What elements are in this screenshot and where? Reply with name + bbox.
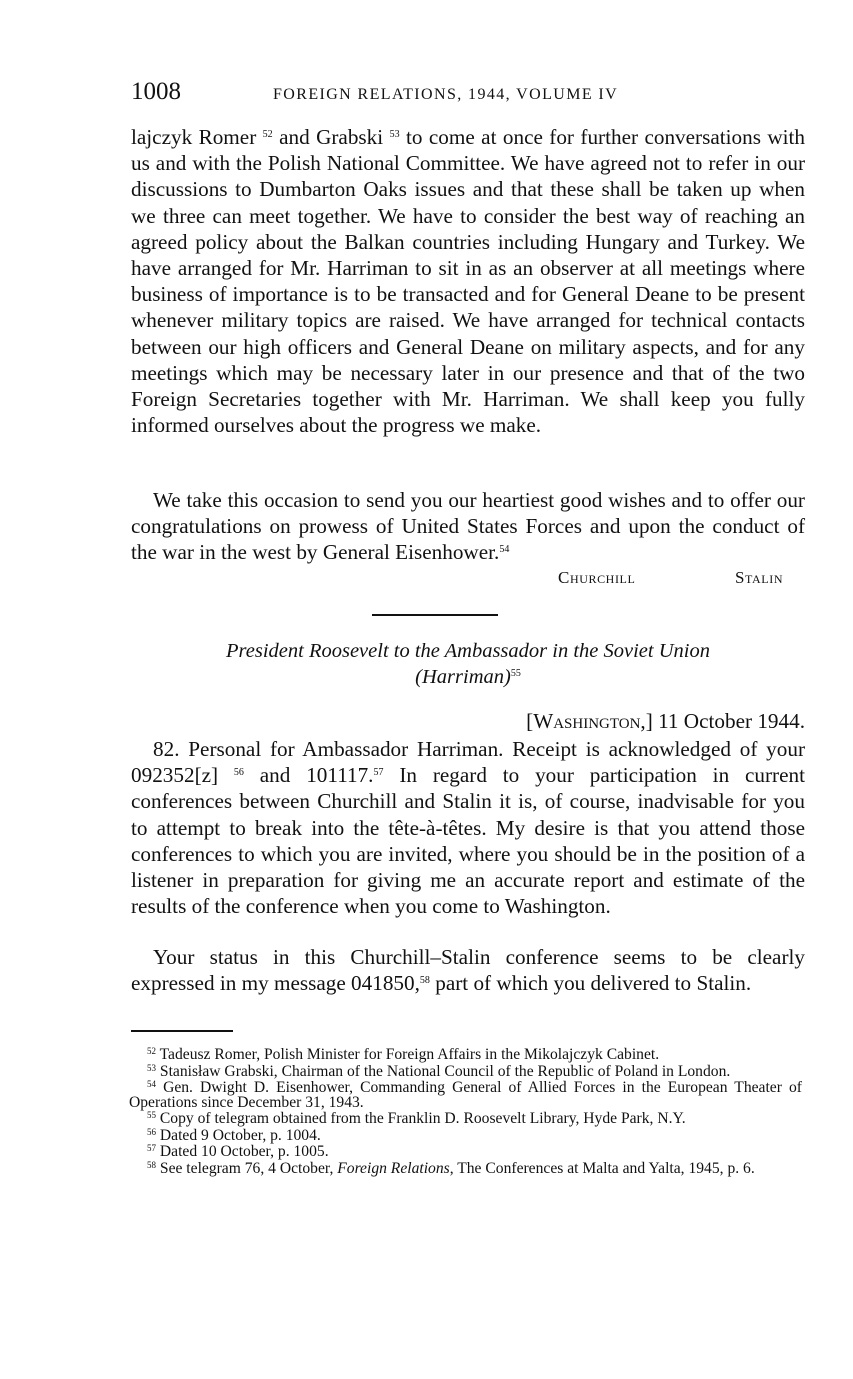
signature-block: [131, 566, 805, 592]
footnote-ref[interactable]: 56: [233, 767, 244, 779]
footnote: [129, 1062, 802, 1080]
footnote-ref[interactable]: 55: [510, 668, 521, 679]
footnote: [129, 1081, 802, 1110]
heading-line: President Roosevelt to the Ambassador in the Soviet Union: [226, 640, 710, 662]
footnotes: [129, 1048, 802, 1178]
paragraph-text: In regard to your participation in current conferences between Churchill and Stalin it is, of course, inadvisable for you to attempt to break into the tête-à-têtes. My desire is that you attend those conferences to which you are invited, where you should be in the position of a listener in preparation for giving me an accurate report and estimate of the results of the conference when you come to Washington.: [131, 763, 805, 919]
document-heading: [131, 638, 805, 690]
signature-churchill: Churchill: [558, 568, 636, 587]
section-divider: [372, 614, 498, 616]
footnote-ref[interactable]: 52: [262, 129, 273, 140]
footnote-number: 57: [147, 1143, 156, 1153]
footnote-text: Tadeusz Romer, Polish Minister for Foreign Affairs in the Mikolajczyk Cabinet.: [156, 1046, 660, 1063]
dateline: [131, 708, 805, 734]
paragraph-text: 82. Personal for Ambassador Harriman. Receipt is acknowledged of your 092352[z]: [131, 737, 805, 788]
footnote-text: Stanisław Grabski, Chairman of the National Council of the Republic of Poland in London.: [156, 1062, 731, 1080]
paragraph-text: lajczyk Romer: [131, 125, 257, 149]
footnote-text-tail: , The Conferences at Malta and Yalta, 1945, p. 6.: [449, 1159, 755, 1177]
footnote: [129, 1112, 802, 1127]
footnote-number: 54: [147, 1079, 156, 1089]
paragraph-text: Your status in this Churchill–Stalin conference seems to be clearly expressed in my message 041850,: [131, 945, 805, 996]
footnote-text: Dated 9 October, p. 1004.: [156, 1126, 321, 1144]
paragraph-closing: [131, 487, 805, 566]
footnote-number: 58: [147, 1159, 156, 1170]
footnote: [129, 1145, 802, 1160]
footnote-ref[interactable]: 53: [389, 129, 400, 140]
page-header: [131, 78, 803, 112]
footnote-ref[interactable]: 54: [499, 544, 510, 556]
dateline-place: [Washington,]: [526, 709, 653, 733]
footnote-text: Dated 10 October, p. 1005.: [156, 1143, 329, 1160]
footnote-ref[interactable]: 57: [373, 767, 384, 779]
signature-stalin: Stalin: [735, 568, 784, 587]
footnote-number: 55: [147, 1110, 156, 1120]
paragraph-text: and Grabski: [272, 125, 384, 149]
footnote-number: 56: [147, 1126, 156, 1137]
footnote: [129, 1159, 802, 1177]
paragraph-text: We take this occasion to send you our heartiest good wishes and to offer our congratulations on prowess of United States Forces and upon the conduct of the war in the west by General Eisenhower.: [131, 488, 805, 565]
paragraph-text: part of which you delivered to Stalin.: [429, 971, 752, 996]
telegram-paragraph-2: [131, 944, 805, 996]
dateline-date: 11 October 1944.: [652, 709, 805, 733]
footnote-ref[interactable]: 58: [419, 975, 430, 987]
running-title: FOREIGN RELATIONS, 1944, VOLUME IV: [273, 86, 619, 103]
paragraph-text: to come at once for further conversations with us and with the Polish National Committee. We have agreed not to refer in our discussions to Dumbarton Oaks issues and that these shall be taken up when we three can meet together. We have to consider the best way of reaching an agreed policy about the Balkan countries including Hungary and Turkey. We have arranged for Mr. Harriman to sit in as an observer at all meetings where business of importance is to be transacted and for General Deane to be present whenever military topics are raised. We have arranged for technical contacts between our high officers and General Deane on military aspects, and for any meetings which may be necessary later in our presence and that of the two Foreign Secretaries together with Mr. Harriman. We shall keep you fully informed ourselves about the progress we make.: [131, 125, 806, 438]
paragraph-continuation: [131, 124, 805, 438]
footnote-divider: [131, 1030, 233, 1032]
heading-recipient: (Harriman): [415, 666, 511, 688]
footnote-number: 52: [147, 1046, 156, 1056]
page-number: 1008: [131, 78, 181, 105]
telegram-paragraph: [131, 736, 805, 919]
footnote-text: Copy of telegram obtained from the Franklin D. Roosevelt Library, Hyde Park, N.Y.: [156, 1110, 686, 1127]
footnote-number: 53: [147, 1062, 156, 1073]
footnote-text: See telegram 76, 4 October,: [156, 1159, 338, 1177]
footnote: [129, 1048, 802, 1063]
footnote-text: Gen. Dwight D. Eisenhower, Commanding General of Allied Forces in the European Theater of Operations since December 31, 1943.: [129, 1079, 802, 1111]
heading-line-2: [131, 664, 805, 690]
paragraph-text: and 101117.: [243, 763, 374, 788]
footnote-italic-title: Foreign Relations: [337, 1159, 450, 1177]
footnote: [129, 1126, 802, 1144]
